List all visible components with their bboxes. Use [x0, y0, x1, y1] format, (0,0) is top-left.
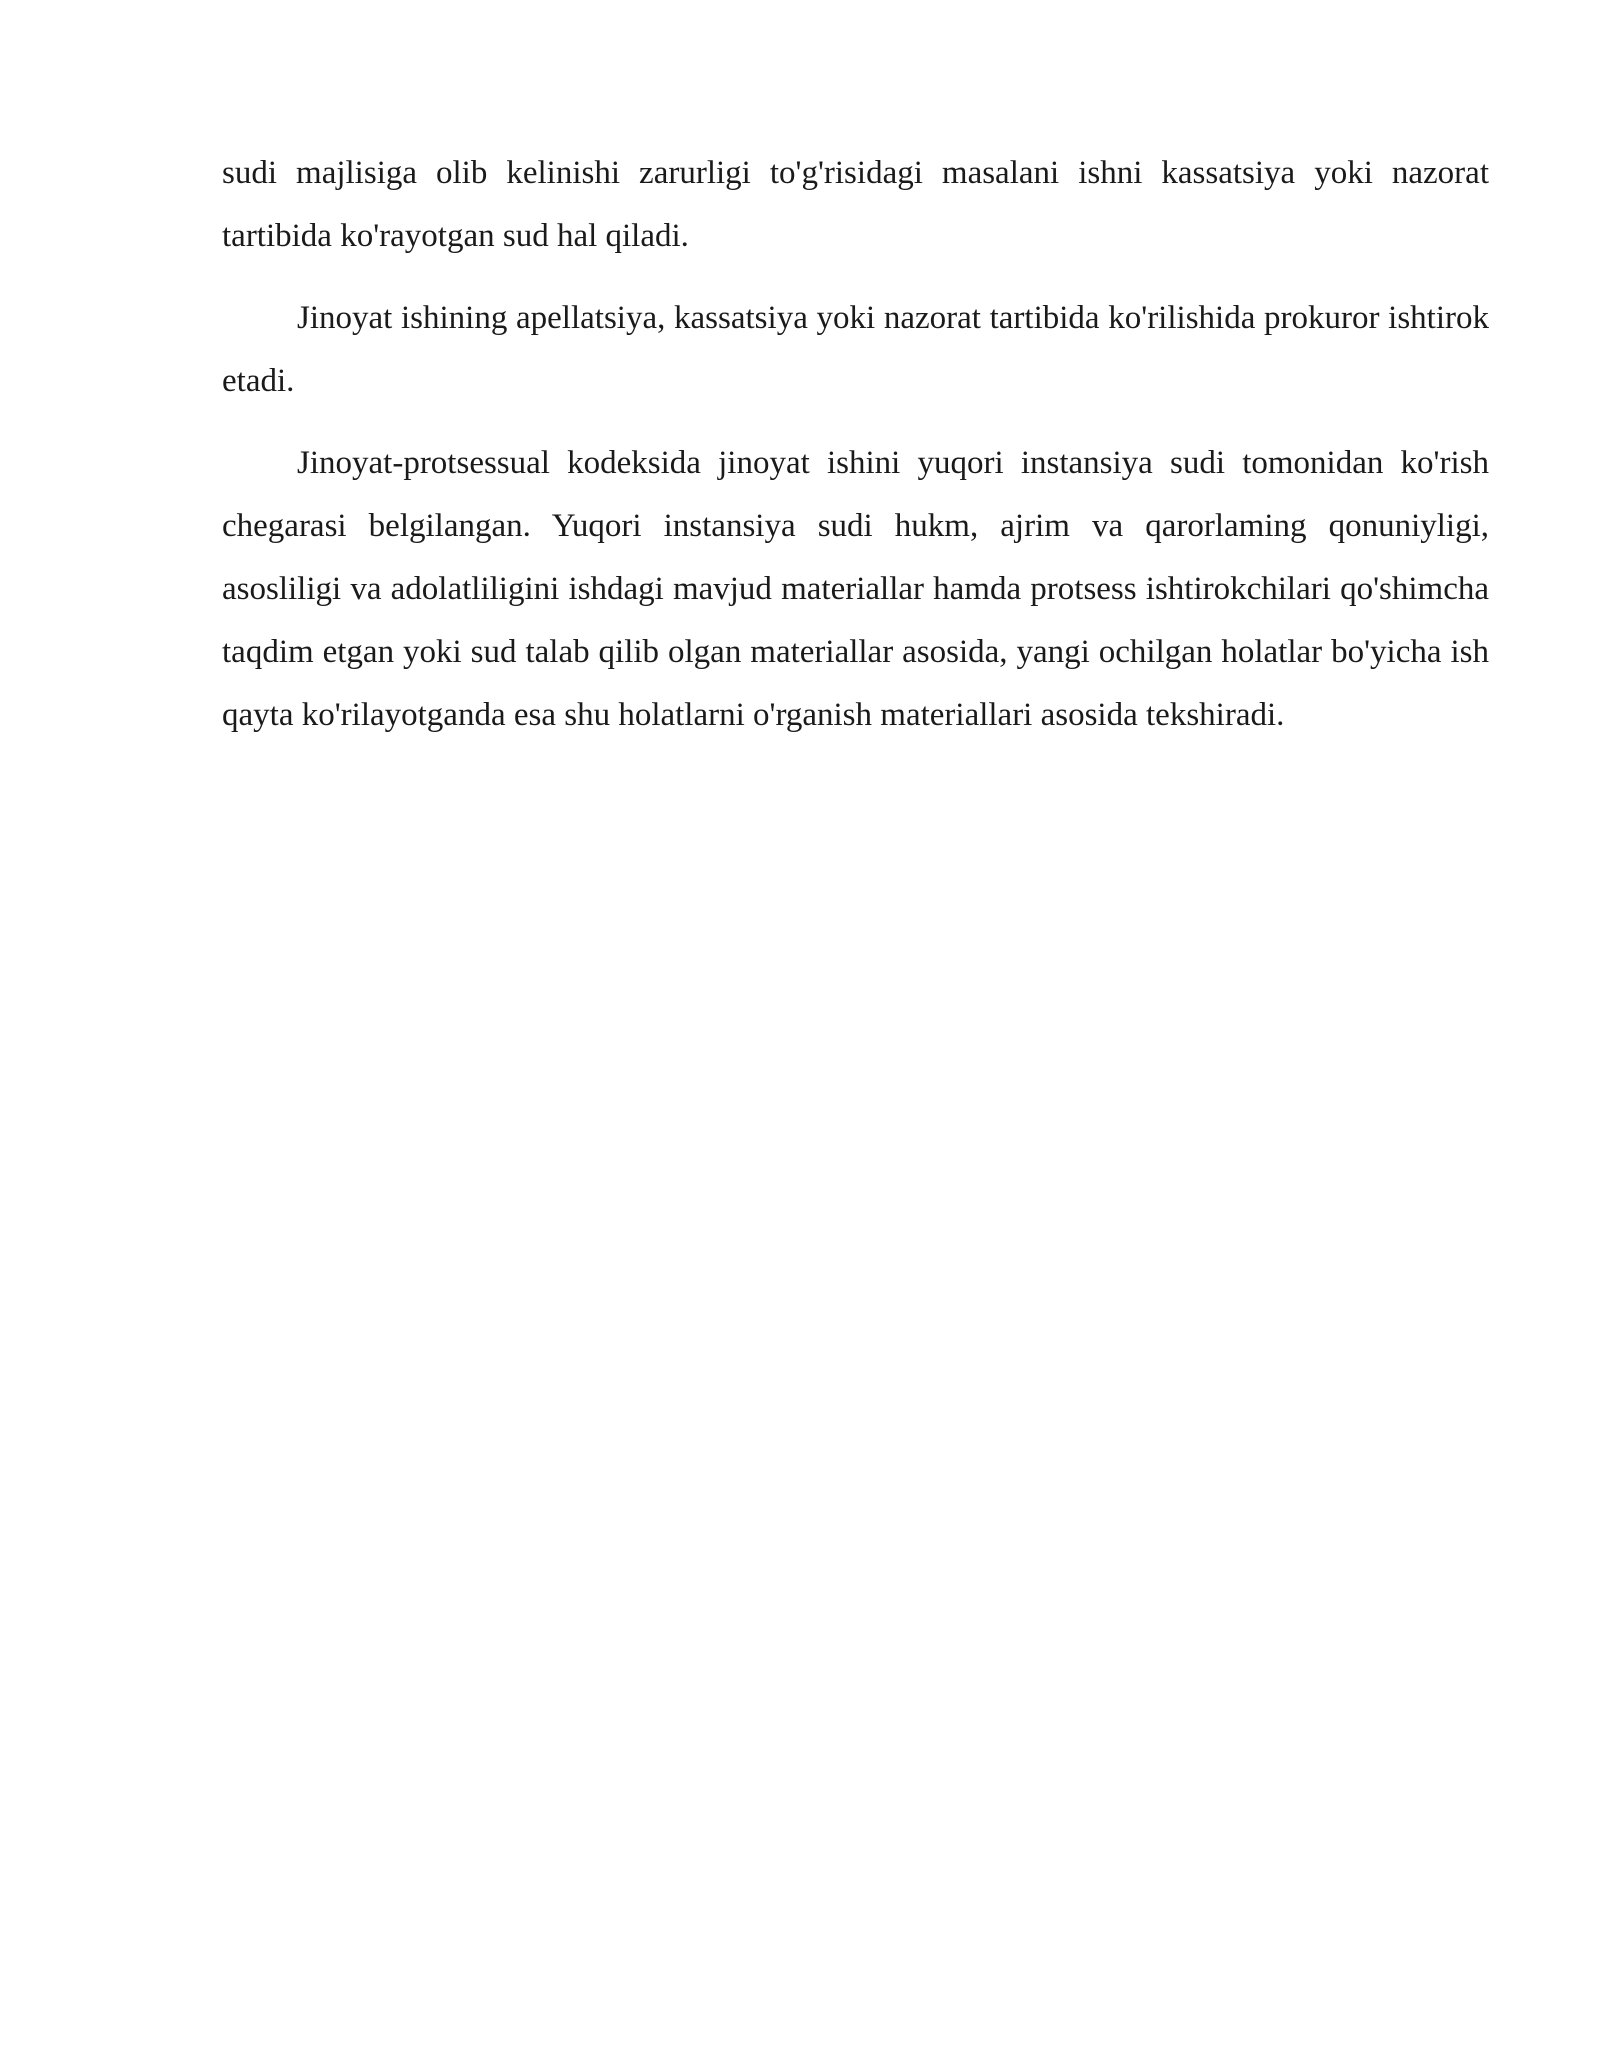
paragraph-prosecutor-participation: Jinoyat ishining apellatsiya, kassatsiya yoki nazorat tartibida ko'rilishida prokuror ishtirok etadi. [222, 300, 1489, 399]
paragraph-review-limits: Jinoyat-protsessual kodeksida jinoyat ishini yuqori instansiya sudi tomonidan ko'rish chegarasi belgilangan. Yuqori instansiya sudi hukm, ajrim va qarorlaming qonuniyligi, asosliligi va adolatliligini ishdagi mavjud materiallar hamda protsess ishtirokchilari qo'shimcha taqdim etgan yoki sud talab qilib olgan materiallar asosida, yangi ochilgan holatlar bo'yicha ish qayta ko'rilayotganda esa shu holatlarni o'rganish materiallari asosida tekshiradi. [222, 445, 1489, 733]
document-body [222, 142, 1489, 766]
paragraph-continuation: sudi majlisiga olib kelinishi zarurligi to'g'risidagi masalani ishni kassatsiya yoki nazorat tartibida ko'rayotgan sud hal qiladi. [222, 155, 1489, 254]
